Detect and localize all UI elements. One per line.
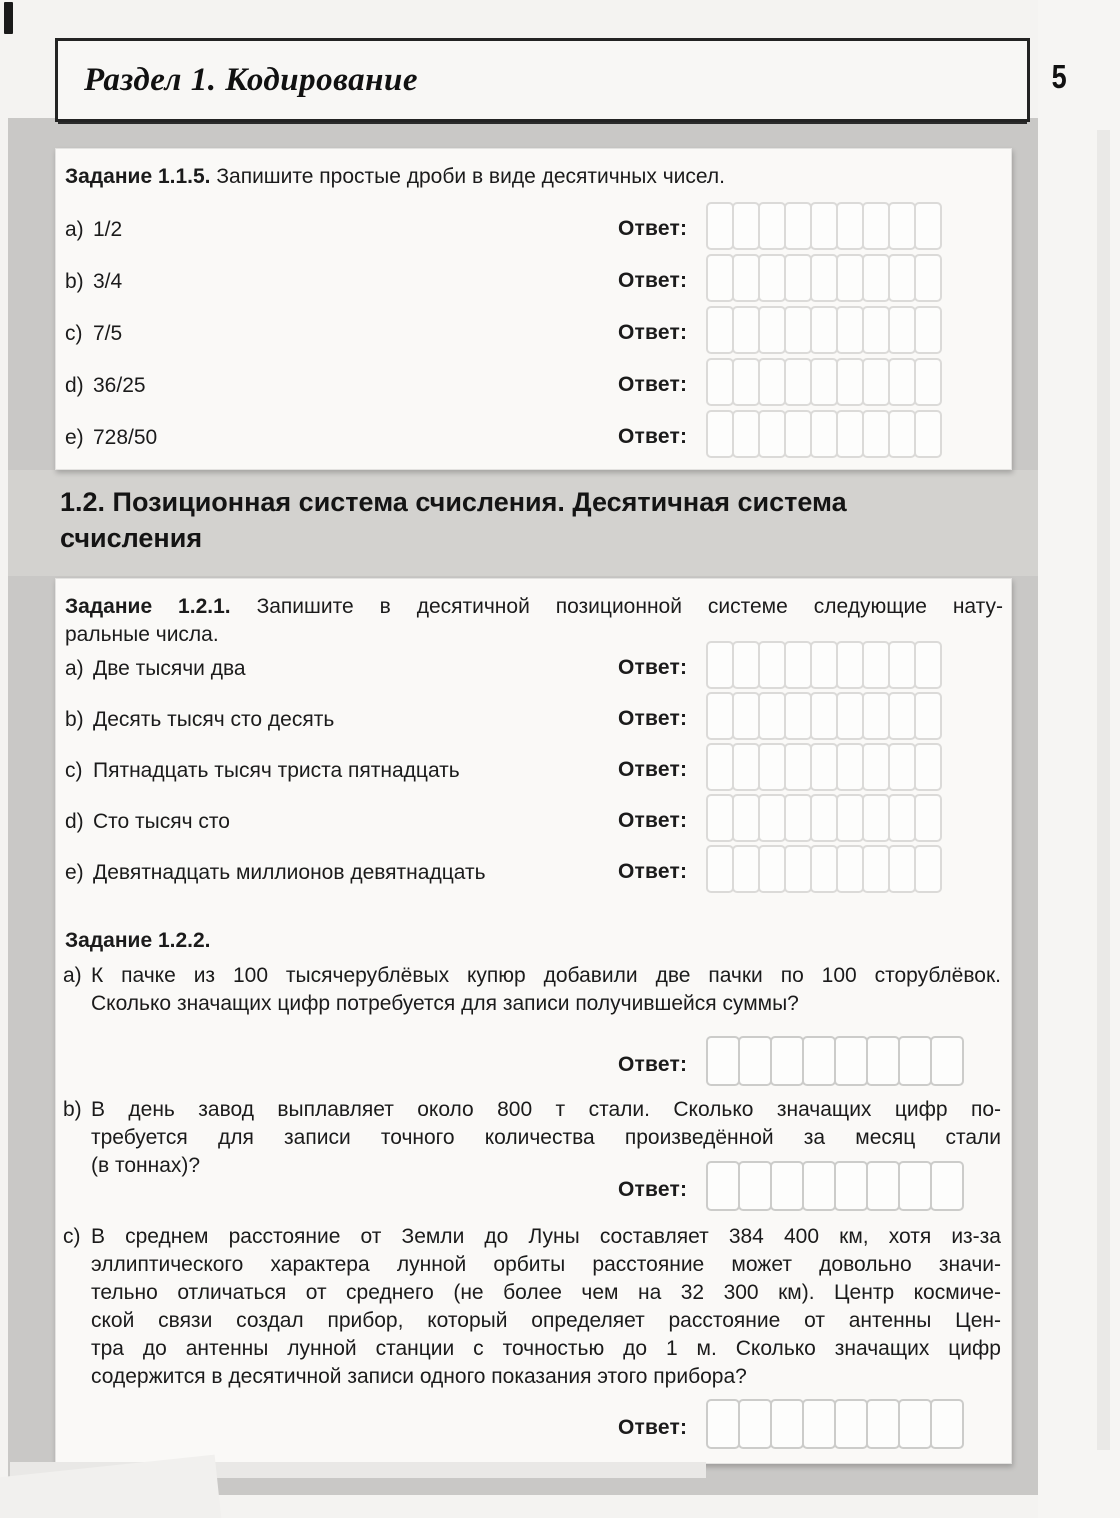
answer-row — [56, 306, 1011, 354]
answer-label: Ответ: — [618, 758, 688, 781]
answer-cell[interactable] — [930, 1399, 964, 1449]
answer-cells-grid[interactable] — [706, 202, 942, 250]
text-line: счисления — [60, 523, 203, 553]
answer-row — [56, 1161, 1011, 1211]
item-e — [65, 426, 157, 450]
answer-cell[interactable] — [784, 692, 812, 740]
item-text — [91, 962, 1001, 1018]
answer-cell[interactable] — [866, 1399, 900, 1449]
answer-cell[interactable] — [810, 358, 838, 406]
answer-row — [56, 202, 1011, 250]
answer-cell[interactable] — [706, 845, 734, 893]
answer-cells-grid[interactable] — [706, 254, 942, 302]
task-1-1-5-title — [65, 163, 1003, 191]
item-text: Две тысячи два — [93, 657, 246, 680]
item-marker: e) — [65, 426, 84, 449]
item-text: Сто тысяч сто — [93, 810, 230, 833]
answer-cell[interactable] — [836, 845, 864, 893]
answer-cell[interactable] — [898, 1161, 932, 1211]
answer-cell[interactable] — [888, 202, 916, 250]
answer-cell[interactable] — [888, 845, 916, 893]
answer-cells-grid[interactable] — [706, 1399, 964, 1449]
answer-cells-grid[interactable] — [706, 641, 942, 689]
task-prompt: Запишите простые дроби в виде десятичных чисел. — [216, 165, 725, 188]
answer-cell[interactable] — [706, 692, 734, 740]
answer-row — [56, 1399, 1011, 1449]
answer-row — [56, 410, 1011, 458]
answer-label: Ответ: — [618, 1053, 688, 1076]
task-1-2-2-label: Задание 1.2.2. — [65, 929, 211, 952]
answer-cell[interactable] — [930, 1036, 964, 1086]
answer-cell[interactable] — [836, 306, 864, 354]
answer-cell[interactable] — [898, 1036, 932, 1086]
answer-cell[interactable] — [758, 692, 786, 740]
answer-cell[interactable] — [706, 794, 734, 842]
answer-cell[interactable] — [914, 358, 942, 406]
answer-cell[interactable] — [706, 358, 734, 406]
answer-cell[interactable] — [888, 306, 916, 354]
answer-cell[interactable] — [732, 410, 760, 458]
answer-cell[interactable] — [802, 1161, 836, 1211]
answer-cell[interactable] — [810, 410, 838, 458]
scan-artifact-mark — [4, 2, 13, 34]
answer-cell[interactable] — [888, 794, 916, 842]
answer-cell[interactable] — [836, 254, 864, 302]
item-text: 3/4 — [93, 270, 123, 293]
answer-cell[interactable] — [784, 743, 812, 791]
answer-cell[interactable] — [862, 743, 890, 791]
text-line: тра до антенны лунной станции с точностью до 1 м. Сколько значащих цифр — [91, 1337, 1001, 1360]
scan-streak — [1097, 130, 1110, 1450]
answer-cells-grid[interactable] — [706, 845, 942, 893]
answer-cell[interactable] — [862, 692, 890, 740]
text-line: 1.2. Позиционная система счисления. Десятичная система — [60, 487, 847, 517]
text-line: Сколько значащих цифр потребуется для записи получившейся суммы? — [91, 992, 799, 1015]
answer-cell[interactable] — [802, 1036, 836, 1086]
item-a — [65, 218, 122, 242]
answer-cell[interactable] — [810, 254, 838, 302]
text-line: эллиптического характера лунной орбиты расстояние может довольно значи- — [91, 1253, 1001, 1276]
answer-cell[interactable] — [866, 1161, 900, 1211]
answer-row — [56, 845, 1011, 893]
answer-cell[interactable] — [732, 845, 760, 893]
answer-label: Ответ: — [618, 425, 688, 448]
answer-row — [56, 743, 1011, 791]
task-1-2-2-item-a — [63, 962, 1003, 1018]
answer-cell[interactable] — [758, 743, 786, 791]
answer-cell[interactable] — [758, 794, 786, 842]
answer-cell[interactable] — [836, 410, 864, 458]
item-c — [65, 322, 122, 346]
item-marker: c) — [65, 322, 83, 345]
answer-cell[interactable] — [914, 641, 942, 689]
answer-cell[interactable] — [914, 306, 942, 354]
answer-cell[interactable] — [914, 743, 942, 791]
item-marker: a) — [63, 964, 82, 987]
answer-cell[interactable] — [862, 254, 890, 302]
page-number: 5 — [1051, 58, 1067, 95]
answer-cell[interactable] — [732, 641, 760, 689]
item-d — [65, 810, 230, 834]
answer-cell[interactable] — [784, 358, 812, 406]
item-marker: c) — [63, 1225, 81, 1248]
answer-label: Ответ: — [618, 269, 688, 292]
item-b — [65, 708, 334, 732]
item-b — [65, 270, 122, 294]
answer-cell[interactable] — [758, 202, 786, 250]
answer-cells-grid[interactable] — [706, 306, 942, 354]
answer-cell[interactable] — [784, 641, 812, 689]
item-a — [65, 657, 246, 681]
answer-cell[interactable] — [732, 743, 760, 791]
answer-cell[interactable] — [784, 794, 812, 842]
answer-cell[interactable] — [706, 1036, 740, 1086]
answer-cell[interactable] — [898, 1399, 932, 1449]
answer-row — [56, 641, 1011, 689]
answer-cell[interactable] — [862, 358, 890, 406]
item-marker: a) — [65, 218, 84, 241]
item-marker: b) — [63, 1098, 82, 1121]
answer-cell[interactable] — [836, 358, 864, 406]
answer-cell[interactable] — [888, 743, 916, 791]
answer-cell[interactable] — [738, 1161, 772, 1211]
task-prompt: Запишите в десятичной позиционной системе следующие нату- — [256, 595, 1003, 618]
answer-label: Ответ: — [618, 656, 688, 679]
item-marker: d) — [65, 810, 84, 833]
answer-cell[interactable] — [784, 845, 812, 893]
item-text: Пятнадцать тысяч триста пятнадцать — [93, 759, 460, 782]
answer-label: Ответ: — [618, 321, 688, 344]
item-marker: a) — [65, 657, 84, 680]
text-line: (в тоннах)? — [91, 1154, 201, 1177]
item-e — [65, 861, 486, 885]
answer-cell[interactable] — [758, 306, 786, 354]
item-marker: c) — [65, 759, 83, 782]
answer-cell[interactable] — [862, 306, 890, 354]
answer-cell[interactable] — [706, 1399, 740, 1449]
answer-cell[interactable] — [888, 641, 916, 689]
task-1-2-card — [55, 578, 1012, 1464]
answer-cell[interactable] — [810, 692, 838, 740]
answer-row — [56, 692, 1011, 740]
task-label: Задание 1.1.5. — [65, 165, 211, 188]
answer-cell[interactable] — [866, 1036, 900, 1086]
answer-cell[interactable] — [914, 410, 942, 458]
answer-cell[interactable] — [888, 254, 916, 302]
answer-cell[interactable] — [836, 794, 864, 842]
text-line: содержится в десятичной записи одного показания этого прибора? — [91, 1365, 747, 1388]
answer-cell[interactable] — [770, 1399, 804, 1449]
answer-cell[interactable] — [738, 1036, 772, 1086]
answer-row — [56, 794, 1011, 842]
answer-cell[interactable] — [758, 641, 786, 689]
answer-cell[interactable] — [836, 202, 864, 250]
answer-cells-grid[interactable] — [706, 692, 942, 740]
answer-cell[interactable] — [914, 794, 942, 842]
answer-cell[interactable] — [810, 845, 838, 893]
section-title: Раздел 1. Кодирование — [84, 61, 418, 98]
item-text: Десять тысяч сто десять — [93, 708, 335, 731]
answer-cell[interactable] — [914, 202, 942, 250]
item-marker: b) — [65, 708, 84, 731]
answer-cell[interactable] — [706, 410, 734, 458]
answer-cell[interactable] — [732, 254, 760, 302]
answer-cell[interactable] — [784, 254, 812, 302]
answer-cell[interactable] — [738, 1399, 772, 1449]
answer-label: Ответ: — [618, 217, 688, 240]
answer-cell[interactable] — [770, 1036, 804, 1086]
title-line-1 — [65, 593, 1003, 621]
answer-cell[interactable] — [758, 410, 786, 458]
item-marker: b) — [65, 270, 84, 293]
item-marker: d) — [65, 374, 84, 397]
answer-cell[interactable] — [888, 692, 916, 740]
answer-cell[interactable] — [862, 845, 890, 893]
answer-cell[interactable] — [914, 845, 942, 893]
answer-cell[interactable] — [706, 641, 734, 689]
item-c — [65, 759, 460, 783]
answer-cell[interactable] — [706, 743, 734, 791]
answer-cell[interactable] — [888, 358, 916, 406]
answer-label: Ответ: — [618, 809, 688, 832]
answer-cell[interactable] — [810, 743, 838, 791]
answer-row — [56, 1036, 1011, 1086]
answer-cell[interactable] — [802, 1399, 836, 1449]
text-line: В среднем расстояние от Земли до Луны составляет 384 400 км, хотя из-за — [91, 1225, 1001, 1248]
answer-cell[interactable] — [888, 410, 916, 458]
section-header-box — [55, 38, 1030, 122]
answer-label: Ответ: — [618, 373, 688, 396]
text-line: В день завод выплавляет около 800 т стали. Сколько значащих цифр по- — [91, 1098, 1001, 1121]
answer-cell[interactable] — [810, 794, 838, 842]
answer-cell[interactable] — [732, 794, 760, 842]
answer-cell[interactable] — [758, 358, 786, 406]
answer-cell[interactable] — [732, 202, 760, 250]
answer-cell[interactable] — [810, 306, 838, 354]
answer-cells-grid[interactable] — [706, 743, 942, 791]
task-label: Задание 1.2.1. — [65, 595, 231, 618]
answer-cell[interactable] — [706, 254, 734, 302]
answer-cells-grid[interactable] — [706, 410, 942, 458]
answer-cell[interactable] — [758, 254, 786, 302]
answer-cell[interactable] — [862, 202, 890, 250]
task-1-1-5-card — [55, 148, 1012, 470]
answer-cell[interactable] — [784, 306, 812, 354]
item-marker: e) — [65, 861, 84, 884]
answer-cell[interactable] — [834, 1036, 868, 1086]
answer-cell[interactable] — [914, 254, 942, 302]
answer-row — [56, 358, 1011, 406]
answer-cell[interactable] — [706, 202, 734, 250]
answer-cell[interactable] — [732, 358, 760, 406]
answer-cells-grid[interactable] — [706, 358, 942, 406]
item-text — [91, 1223, 1001, 1391]
text-line: ской связи создал прибор, который определяет расстояние от антенны Цен- — [91, 1309, 1001, 1332]
answer-cell[interactable] — [930, 1161, 964, 1211]
answer-cell[interactable] — [706, 1161, 740, 1211]
text-line: требуется для записи точного количества произведённой за месяц стали — [91, 1126, 1001, 1149]
answer-cell[interactable] — [732, 306, 760, 354]
answer-cell[interactable] — [834, 1399, 868, 1449]
task-1-2-2-item-c — [63, 1223, 1003, 1391]
answer-cell[interactable] — [810, 202, 838, 250]
answer-cells-grid[interactable] — [706, 794, 942, 842]
answer-row — [56, 254, 1011, 302]
item-d — [65, 374, 146, 398]
title-line-2: ральные числа. — [65, 623, 219, 646]
answer-cell[interactable] — [862, 410, 890, 458]
answer-cell[interactable] — [836, 743, 864, 791]
item-text: 728/50 — [93, 426, 158, 449]
answer-label: Ответ: — [618, 1416, 688, 1439]
section-1-2-heading — [60, 484, 1010, 556]
answer-cell[interactable] — [784, 410, 812, 458]
answer-cell[interactable] — [706, 306, 734, 354]
item-text: 7/5 — [93, 322, 123, 345]
answer-cell[interactable] — [862, 641, 890, 689]
answer-cell[interactable] — [770, 1161, 804, 1211]
answer-cell[interactable] — [834, 1161, 868, 1211]
answer-cells-grid[interactable] — [706, 1036, 964, 1086]
text-line: тельно отличаться от среднего (не более чем на 32 300 км). Центр космиче- — [91, 1281, 1001, 1304]
answer-cell[interactable] — [836, 641, 864, 689]
answer-cell[interactable] — [914, 692, 942, 740]
answer-label: Ответ: — [618, 1178, 688, 1201]
answer-cells-grid[interactable] — [706, 1161, 964, 1211]
answer-label: Ответ: — [618, 860, 688, 883]
answer-cell[interactable] — [810, 641, 838, 689]
answer-cell[interactable] — [732, 692, 760, 740]
item-text: Девятнадцать миллионов девятнадцать — [93, 861, 486, 884]
item-text: 1/2 — [93, 218, 123, 241]
answer-label: Ответ: — [618, 707, 688, 730]
answer-cell[interactable] — [784, 202, 812, 250]
item-text: 36/25 — [93, 374, 146, 397]
answer-cell[interactable] — [836, 692, 864, 740]
answer-cell[interactable] — [758, 845, 786, 893]
text-line: К пачке из 100 тысячерублёвых купюр добавили две пачки по 100 сторублёвок. — [91, 964, 1001, 987]
answer-cell[interactable] — [862, 794, 890, 842]
